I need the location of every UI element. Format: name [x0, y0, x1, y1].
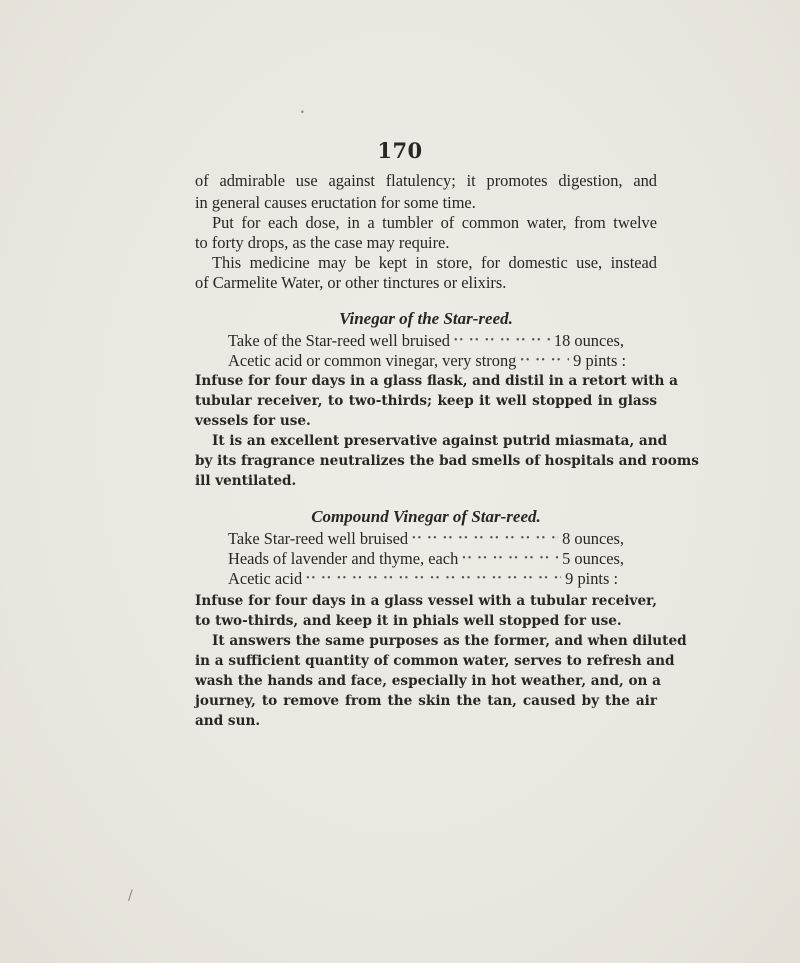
paper-mark: /	[128, 888, 133, 904]
text-line: journey, to remove from the skin the tan, caused by the air	[195, 693, 657, 709]
ingredient-quantity: 18 ounces,	[553, 331, 624, 350]
text-line: wash the hands and face, especially in hot weather, and, on a	[195, 673, 661, 689]
text-line: and sun.	[195, 713, 261, 729]
text-line: to forty drops, as the case may require.	[195, 233, 450, 252]
text-line: It is an excellent preservative against putrid miasmata, and	[212, 433, 668, 449]
ingredient-name: Acetic acid or common vinegar, very strong	[228, 351, 517, 370]
page-number: 170	[377, 138, 423, 163]
ingredient-quantity: 9 pints :	[573, 351, 626, 370]
section-heading-compound-vinegar: Compound Vinegar of Star-reed.	[311, 507, 541, 526]
ingredient-line	[228, 548, 624, 570]
text-line: by its fragrance neutralizes the bad smells of hospitals and rooms	[195, 453, 699, 469]
ingredient-line	[228, 528, 624, 550]
text-line: ill ventilated.	[195, 473, 297, 489]
section-heading-vinegar: Vinegar of the Star-reed.	[339, 309, 513, 328]
text-line: of Carmelite Water, or other tinctures or elixirs.	[195, 273, 507, 292]
leader-dots	[462, 548, 558, 570]
ingredient-quantity: 5 ounces,	[562, 549, 624, 568]
ingredient-line	[228, 350, 626, 372]
text-line: It answers the same purposes as the former, and when diluted	[212, 633, 687, 649]
leader-dots	[306, 568, 561, 590]
text-line: in general causes eructation for some time.	[195, 193, 476, 212]
text-line: This medicine may be kept in store, for domestic use, instead	[212, 253, 657, 272]
text-line: vessels for use.	[195, 413, 311, 429]
ingredient-name: Acetic acid	[228, 569, 303, 588]
ingredient-name: Heads of lavender and thyme, each	[228, 549, 459, 568]
ingredient-name: Take Star-reed well bruised	[228, 529, 409, 548]
leader-dots	[454, 330, 550, 352]
text-line: Put for each dose, in a tumbler of common water, from twelve	[212, 213, 657, 232]
ingredient-line	[228, 568, 618, 590]
ingredient-line	[228, 330, 624, 352]
ingredient-quantity: 8 ounces,	[562, 529, 624, 548]
text-line: to two-thirds, and keep it in phials well stopped for use.	[195, 613, 622, 629]
ingredient-quantity: 9 pints :	[565, 569, 618, 588]
text-line: Infuse for four days in a glass flask, and distil in a retort with a	[195, 373, 678, 389]
text-line: Infuse for four days in a glass vessel with a tubular receiver,	[195, 593, 657, 609]
text-line: tubular receiver, to two-thirds; keep it well stopped in glass	[195, 393, 657, 409]
text-line: in a sufficient quantity of common water, serves to refresh and	[195, 653, 675, 669]
leader-dots	[520, 350, 569, 372]
text-line: of admirable use against flatulency; it promotes digestion, and	[195, 171, 657, 190]
leader-dots	[412, 528, 558, 550]
ingredient-name: Take of the Star-reed well bruised	[228, 331, 450, 350]
paper-mark: •	[300, 108, 305, 117]
